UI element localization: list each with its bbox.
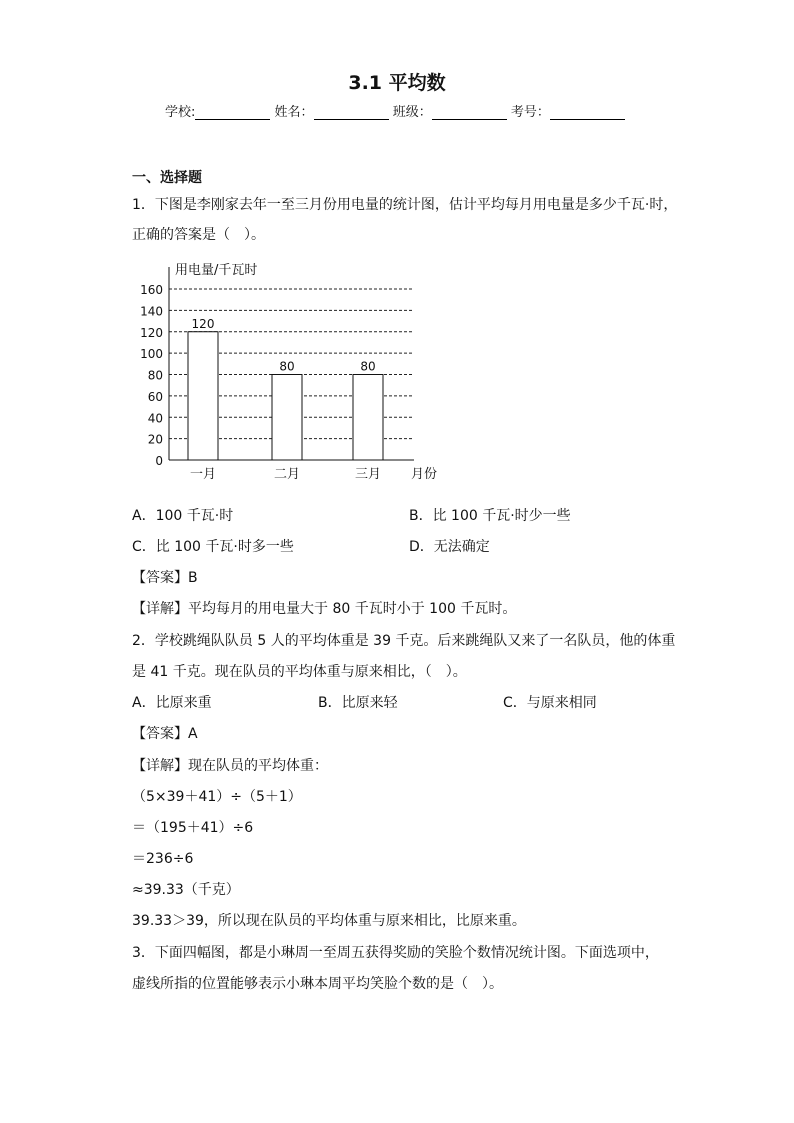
- bar: [353, 375, 383, 461]
- q2-calc-step1: （5×39＋41）÷（5＋1）: [132, 789, 302, 805]
- q2-detail: 【详解】现在队员的平均体重：: [132, 758, 328, 774]
- y-tick-label: 40: [147, 411, 163, 426]
- q2-answer: 【答案】A: [132, 726, 198, 742]
- bar: [272, 375, 302, 461]
- q2-text-line1: 2．学校跳绳队队员 5 人的平均体重是 39 千克。后来跳绳队又来了一名队员，他的体重: [132, 633, 676, 649]
- bar-value-label: 120: [191, 316, 215, 331]
- student-info-line: [165, 101, 625, 120]
- y-axis-label: 用电量/千瓦时: [175, 263, 258, 278]
- q1-option-a[interactable]: A．100 千瓦·时: [132, 508, 234, 524]
- electricity-bar-chart: [130, 255, 450, 485]
- y-tick-label: 120: [140, 325, 163, 340]
- bar: [188, 332, 218, 460]
- q2-option-c[interactable]: C．与原来相同: [503, 695, 597, 711]
- x-category-label: 二月: [273, 467, 301, 482]
- q2-calc-step2: ＝（195＋41）÷6: [132, 820, 254, 836]
- school-label: 学校:: [165, 105, 196, 120]
- class-label: 班级：: [392, 105, 432, 120]
- q3-text-line1: 3．下面四幅图，都是小琳周一至周五获得奖励的笑脸个数情况统计图。下面选项中，: [132, 945, 659, 961]
- q2-conclusion: 39.33＞39，所以现在队员的平均体重与原来相比，比原来重。: [132, 913, 526, 929]
- bar-value-label: 80: [279, 359, 295, 374]
- y-tick-label: 160: [140, 283, 163, 297]
- y-tick-label: 0: [155, 454, 163, 468]
- x-axis-label: 月份: [410, 467, 438, 482]
- page-title: 3.1 平均数: [348, 72, 446, 94]
- q1-text-line1: 1．下图是李刚家去年一至三月份用电量的统计图，估计平均每月用电量是多少千瓦·时，: [132, 197, 678, 213]
- bar-value-label: 80: [360, 359, 376, 374]
- q1-option-c[interactable]: C．比 100 千瓦·时多一些: [132, 539, 294, 555]
- q1-text-line2: 正确的答案是（ ）。: [132, 227, 265, 243]
- q1-option-d[interactable]: D．无法确定: [409, 539, 490, 555]
- number-blank[interactable]: [550, 107, 625, 120]
- q1-detail: 【详解】平均每月的用电量大于 80 千瓦时小于 100 千瓦时。: [132, 601, 517, 617]
- q2-text-line2: 是 41 千克。现在队员的平均体重与原来相比，（ ）。: [132, 664, 467, 680]
- q2-calc-step3: ＝236÷6: [132, 851, 194, 867]
- y-tick-label: 20: [147, 432, 163, 447]
- number-label: 考号：: [510, 105, 550, 120]
- q2-option-b[interactable]: B．比原来轻: [318, 695, 398, 711]
- x-category-label: 三月: [354, 467, 382, 482]
- q2-option-a[interactable]: A．比原来重: [132, 695, 212, 711]
- y-tick-label: 140: [140, 304, 163, 319]
- x-category-label: 一月: [189, 467, 217, 482]
- y-tick-label: 60: [147, 389, 163, 404]
- school-blank[interactable]: [195, 107, 270, 120]
- q1-option-b[interactable]: B．比 100 千瓦·时少一些: [409, 508, 571, 524]
- name-blank[interactable]: [314, 107, 389, 120]
- y-tick-label: 100: [140, 347, 163, 362]
- q3-text-line2: 虚线所指的位置能够表示小琳本周平均笑脸个数的是（ ）。: [132, 976, 503, 992]
- chart-plot: [140, 262, 437, 482]
- class-blank[interactable]: [432, 107, 507, 120]
- section-heading: 一、选择题: [132, 170, 202, 186]
- y-tick-label: 80: [147, 368, 163, 383]
- q2-calc-step4: ≈39.33（千克）: [132, 882, 240, 898]
- name-label: 姓名：: [274, 105, 314, 120]
- q1-answer: 【答案】B: [132, 570, 198, 586]
